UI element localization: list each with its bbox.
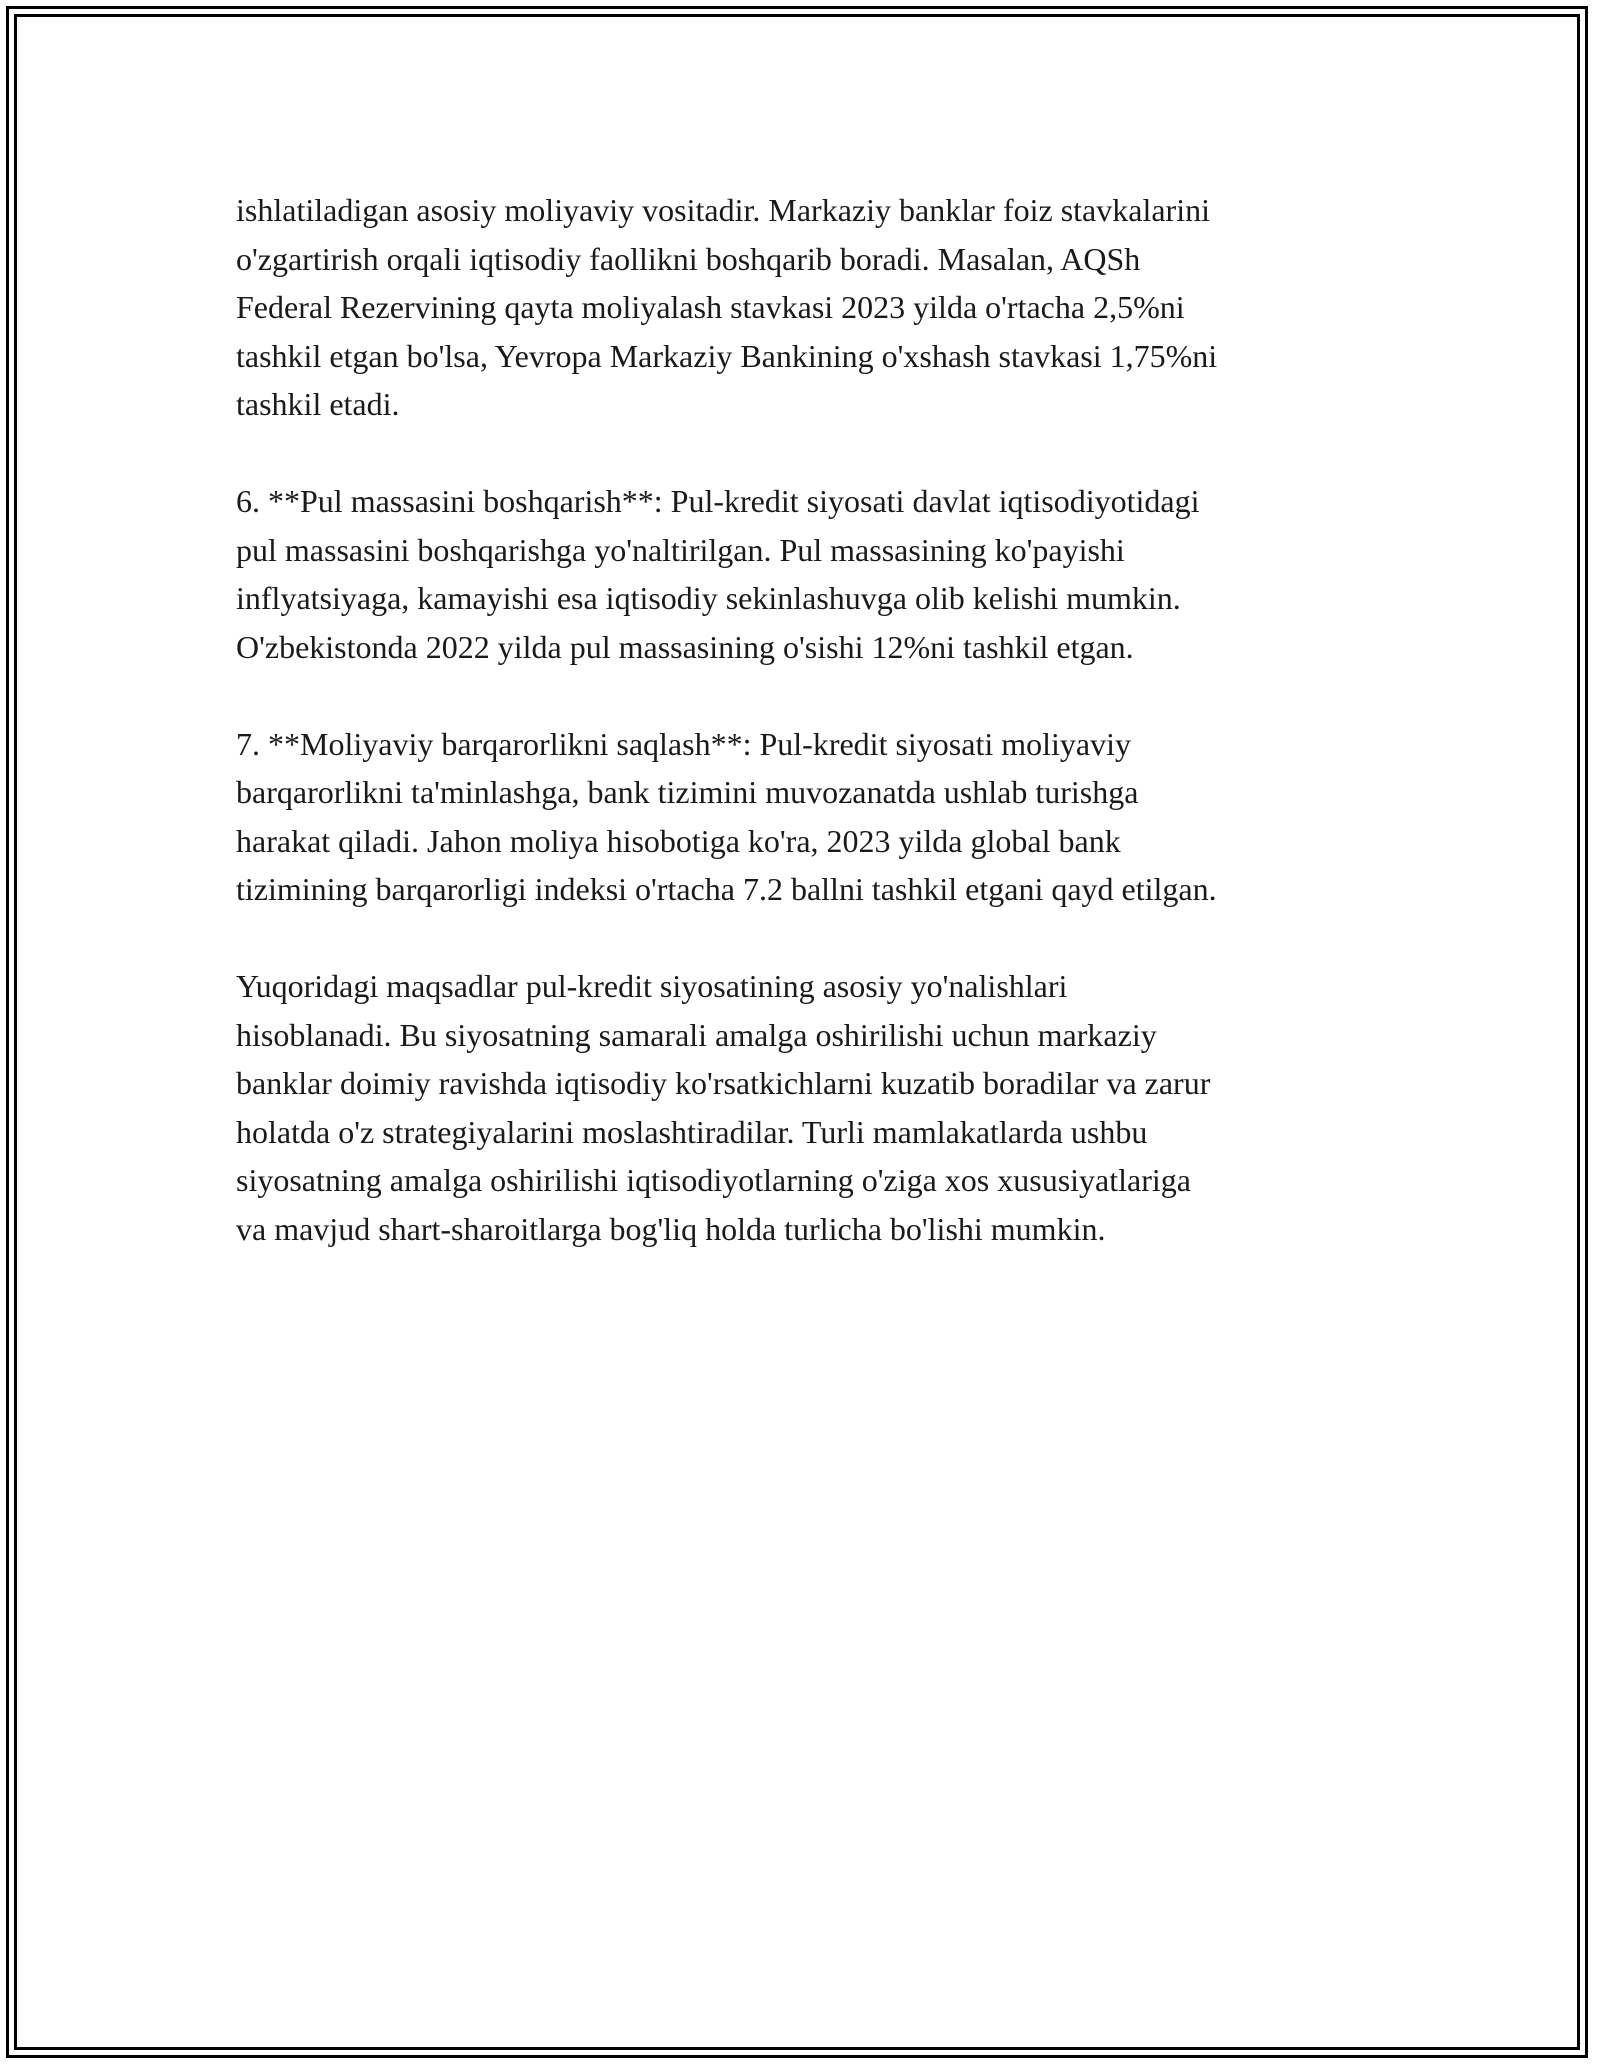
text-line: inflyatsiyaga, kamayishi esa iqtisodiy sekinlashuvga olib kelishi mumkin.: [236, 580, 1181, 616]
document-body: [236, 186, 1376, 1302]
text-line: holatda o'z strategiyalarini moslashtiradilar. Turli mamlakatlarda ushbu: [236, 1113, 1148, 1150]
text-line: ishlatiladigan asosiy moliyaviy vositadir. Markaziy banklar foiz stavkalarini: [236, 192, 1210, 228]
text-line: o'zgartirish orqali iqtisodiy faollikni boshqarib boradi. Masalan, AQSh: [236, 240, 1141, 277]
text-line: tizimining barqarorligi indeksi o'rtacha 7.2 ballni tashkil etgani qayd etilgan.: [236, 871, 1217, 907]
text-line: hisoblanadi. Bu siyosatning samarali amalga oshirilishi uchun markaziy: [236, 1016, 1157, 1053]
text-line: harakat qiladi. Jahon moliya hisobotiga ko'ra, 2023 yilda global bank: [236, 822, 1121, 859]
text-line: 6. **Pul massasini boshqarish**: Pul-kredit siyosati davlat iqtisodiyotidagi: [236, 483, 1200, 519]
text-line: va mavjud shart-sharoitlarga bog'liq holda turlicha bo'lishi mumkin.: [236, 1210, 1106, 1247]
text-line: banklar doimiy ravishda iqtisodiy ko'rsatkichlarni kuzatib boradilar va zarur: [236, 1065, 1211, 1101]
text-line: barqarorlikni ta'minlashga, bank tizimini muvozanatda ushlab turishga: [236, 774, 1139, 810]
text-line: pul massasini boshqarishga yo'naltirilgan. Pul massasining ko'payishi: [236, 531, 1125, 568]
text-line: tashkil etgan bo'lsa, Yevropa Markaziy Bankining o'xshash stavkasi 1,75%ni: [236, 337, 1218, 374]
text-line: siyosatning amalga oshirilishi iqtisodiyotlarning o'ziga xos xususiyatlariga: [236, 1162, 1191, 1198]
paragraph-conclusion: [236, 962, 1376, 1253]
text-line: Yuqoridagi maqsadlar pul-kredit siyosatining asosiy yo'nalishlari: [236, 968, 1068, 1004]
paragraph-money-supply: [236, 477, 1376, 671]
text-line: tashkil etadi.: [236, 386, 400, 422]
text-line: 7. **Moliyaviy barqarorlikni saqlash**: Pul-kredit siyosati moliyaviy: [236, 725, 1131, 762]
paragraph-interest-rates: [236, 186, 1376, 429]
text-line: O'zbekistonda 2022 yilda pul massasining o'sishi 12%ni tashkil etgan.: [236, 628, 1134, 665]
paragraph-financial-stability: [236, 720, 1376, 914]
text-line: Federal Rezervining qayta moliyalash stavkasi 2023 yilda o'rtacha 2,5%ni: [236, 289, 1185, 325]
